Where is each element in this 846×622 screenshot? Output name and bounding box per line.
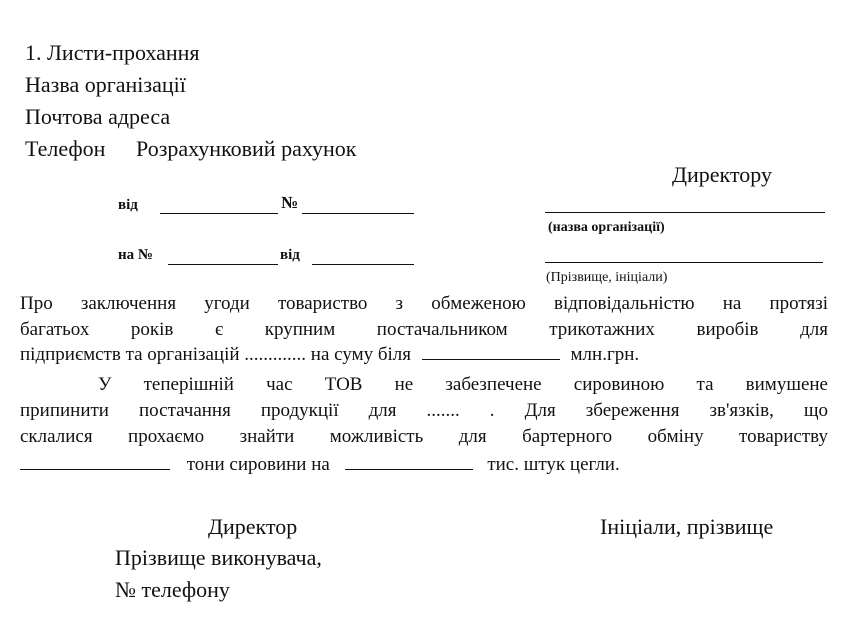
postal-address: Почтова адреса: [25, 104, 171, 129]
from-label: від: [118, 197, 138, 213]
body-p2-line4-unit: тис. штук цегли.: [487, 454, 620, 475]
body-p2-line1: У теперішній час ТОВ не забезпечене сировиною та вимушене: [98, 374, 828, 395]
footer-phone-number: № телефону: [115, 577, 230, 602]
body-p2-line3: склалися прохаємо знайти можливість для бартерного обміну товариству: [20, 426, 828, 447]
footer-executor: Прізвище виконувача,: [115, 545, 322, 570]
tons-blank: [20, 468, 170, 470]
letter-title: 1. Листи-прохання: [25, 40, 200, 65]
recipient-director: Директору: [672, 162, 772, 187]
organization-name: Назва організації: [25, 72, 186, 97]
body-p2-line4-text: тони сировини на: [186, 454, 330, 475]
body-p1-line3: [20, 342, 639, 368]
phone-label: Телефон: [25, 136, 106, 161]
footer-director: Директор: [208, 514, 298, 539]
recipient-name-hint: (Прізвище, ініціали): [546, 270, 668, 285]
body-p1-line1: Про заключення угоди товариство з обмеженою відповідальністю на протязі: [20, 293, 828, 314]
body-p1-line3-unit: млн.грн.: [570, 344, 640, 365]
recipient-org-hint: (назва організації): [548, 220, 665, 235]
number-label: №: [281, 193, 299, 212]
from-date-line: [160, 213, 278, 214]
body-p2-line2: припинити постачання продукції для ....... . Для збереження зв'язків, що: [20, 400, 828, 421]
recipient-org-line: [545, 212, 825, 213]
account-label: Розрахунковий рахунок: [136, 136, 357, 161]
on-number-line: [168, 264, 278, 265]
body-p1-line2: багатьох років є крупним постачальником трикотажних виробів для: [20, 319, 828, 340]
sum-blank: [422, 358, 560, 360]
bricks-blank: [345, 468, 473, 470]
from-label-2: від: [280, 247, 300, 263]
number-line: [302, 213, 414, 214]
on-number-label: на №: [118, 247, 153, 263]
from-date-line-2: [312, 264, 414, 265]
body-p2-line4: [20, 452, 620, 478]
recipient-name-line: [545, 262, 823, 263]
body-p1-line3-text: підприємств та організацій ............. на суму біля: [20, 344, 412, 365]
footer-initials: Ініціали, прізвище: [600, 514, 774, 539]
